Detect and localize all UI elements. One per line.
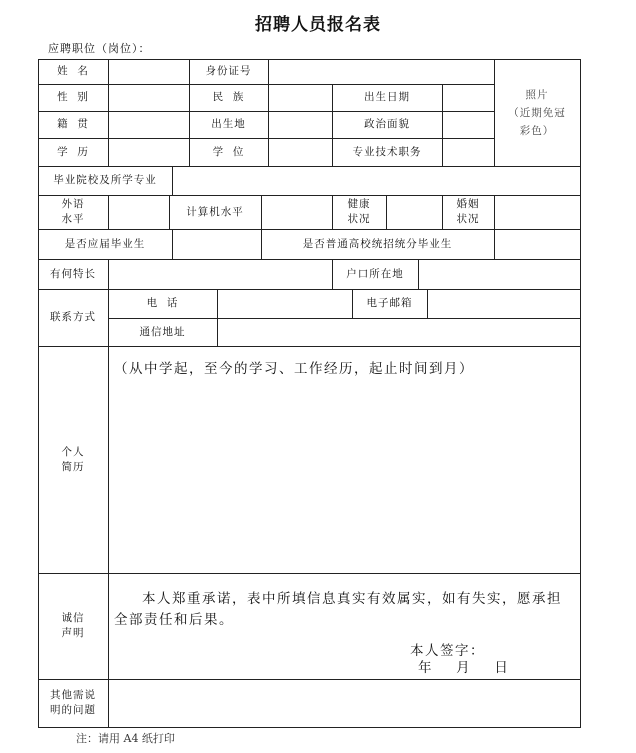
fresh-graduate-label: 是否应届毕业生 [64, 237, 146, 250]
hukou-field[interactable] [418, 259, 580, 289]
email-label: 电子邮箱 [366, 297, 413, 309]
hukou-label: 户口所在地 [346, 267, 404, 280]
applied-position-label: 应聘职位（岗位）： [48, 42, 151, 55]
phone-field[interactable] [217, 289, 352, 318]
birthplace-label: 出生地 [211, 118, 246, 130]
foreign-language-field[interactable] [108, 195, 169, 229]
id-number-label: 身份证号 [205, 65, 252, 77]
specialty-field[interactable] [108, 259, 332, 289]
ethnicity-label: 民 族 [212, 91, 245, 103]
degree-field[interactable] [268, 138, 332, 166]
health-label: 健康 状况 [347, 198, 371, 225]
specialty-label: 有何特长 [50, 267, 96, 280]
marital-label: 婚姻 状况 [456, 198, 480, 225]
education-label: 学 历 [57, 145, 89, 158]
phone-label: 电 话 [146, 297, 179, 309]
form-title: 招聘人员报名表 [255, 15, 381, 35]
school-major-label: 毕业院校及所学专业 [53, 174, 157, 186]
fresh-graduate-field[interactable] [172, 229, 261, 259]
unified-enrollment-field[interactable] [494, 229, 580, 259]
date-label: 年 月 日 [418, 660, 510, 676]
name-label: 姓 名 [57, 65, 89, 77]
photo-box[interactable]: 照片 （近期免冠 彩色） [508, 88, 566, 137]
birthplace-field[interactable] [268, 111, 332, 138]
unified-enrollment-label: 是否普通高校统招统分毕业生 [302, 237, 453, 250]
id-number-field[interactable] [268, 59, 494, 84]
footnote: 注：请用 A4 纸打印 [76, 732, 175, 745]
resume-field[interactable] [108, 384, 580, 573]
native-place-field[interactable] [108, 111, 189, 138]
computer-level-label: 计算机水平 [186, 205, 244, 218]
email-field[interactable] [427, 289, 580, 318]
birth-date-field[interactable] [442, 84, 494, 111]
health-field[interactable] [386, 195, 442, 229]
native-place-label: 籍 贯 [57, 118, 89, 130]
resume-label: 个人 简历 [61, 445, 85, 473]
ethnicity-field[interactable] [268, 84, 332, 111]
computer-level-field[interactable] [261, 195, 332, 229]
birth-date-label: 出生日期 [364, 91, 410, 103]
political-status-field[interactable] [442, 111, 494, 138]
other-notes-label: 其他需说 明的问题 [50, 689, 96, 716]
gender-field[interactable] [108, 84, 189, 111]
resume-hint: （从中学起，至今的学习、工作经历，起止时间到月） [114, 361, 474, 377]
address-field[interactable] [217, 318, 580, 346]
address-label: 通信地址 [139, 325, 186, 338]
contact-label: 联系方式 [50, 311, 96, 323]
signature-label: 本人签字： [410, 643, 485, 659]
declaration-text: 本人郑重承诺，表中所填信息真实有效属实，如有失实，愿承担全部责任和后果。 [114, 591, 562, 628]
marital-field[interactable] [494, 195, 580, 229]
professional-title-label: 专业技术职务 [352, 145, 422, 158]
degree-label: 学 位 [212, 145, 245, 158]
gender-label: 性 别 [57, 91, 89, 103]
integrity-label: 诚信 声明 [61, 612, 85, 639]
foreign-language-label: 外语 水平 [61, 198, 85, 225]
name-field[interactable] [108, 59, 189, 84]
school-major-field[interactable] [172, 166, 580, 195]
professional-title-field[interactable] [442, 138, 494, 166]
other-notes-field[interactable] [108, 679, 580, 727]
political-status-label: 政治面貌 [364, 118, 410, 130]
education-field[interactable] [108, 138, 189, 166]
